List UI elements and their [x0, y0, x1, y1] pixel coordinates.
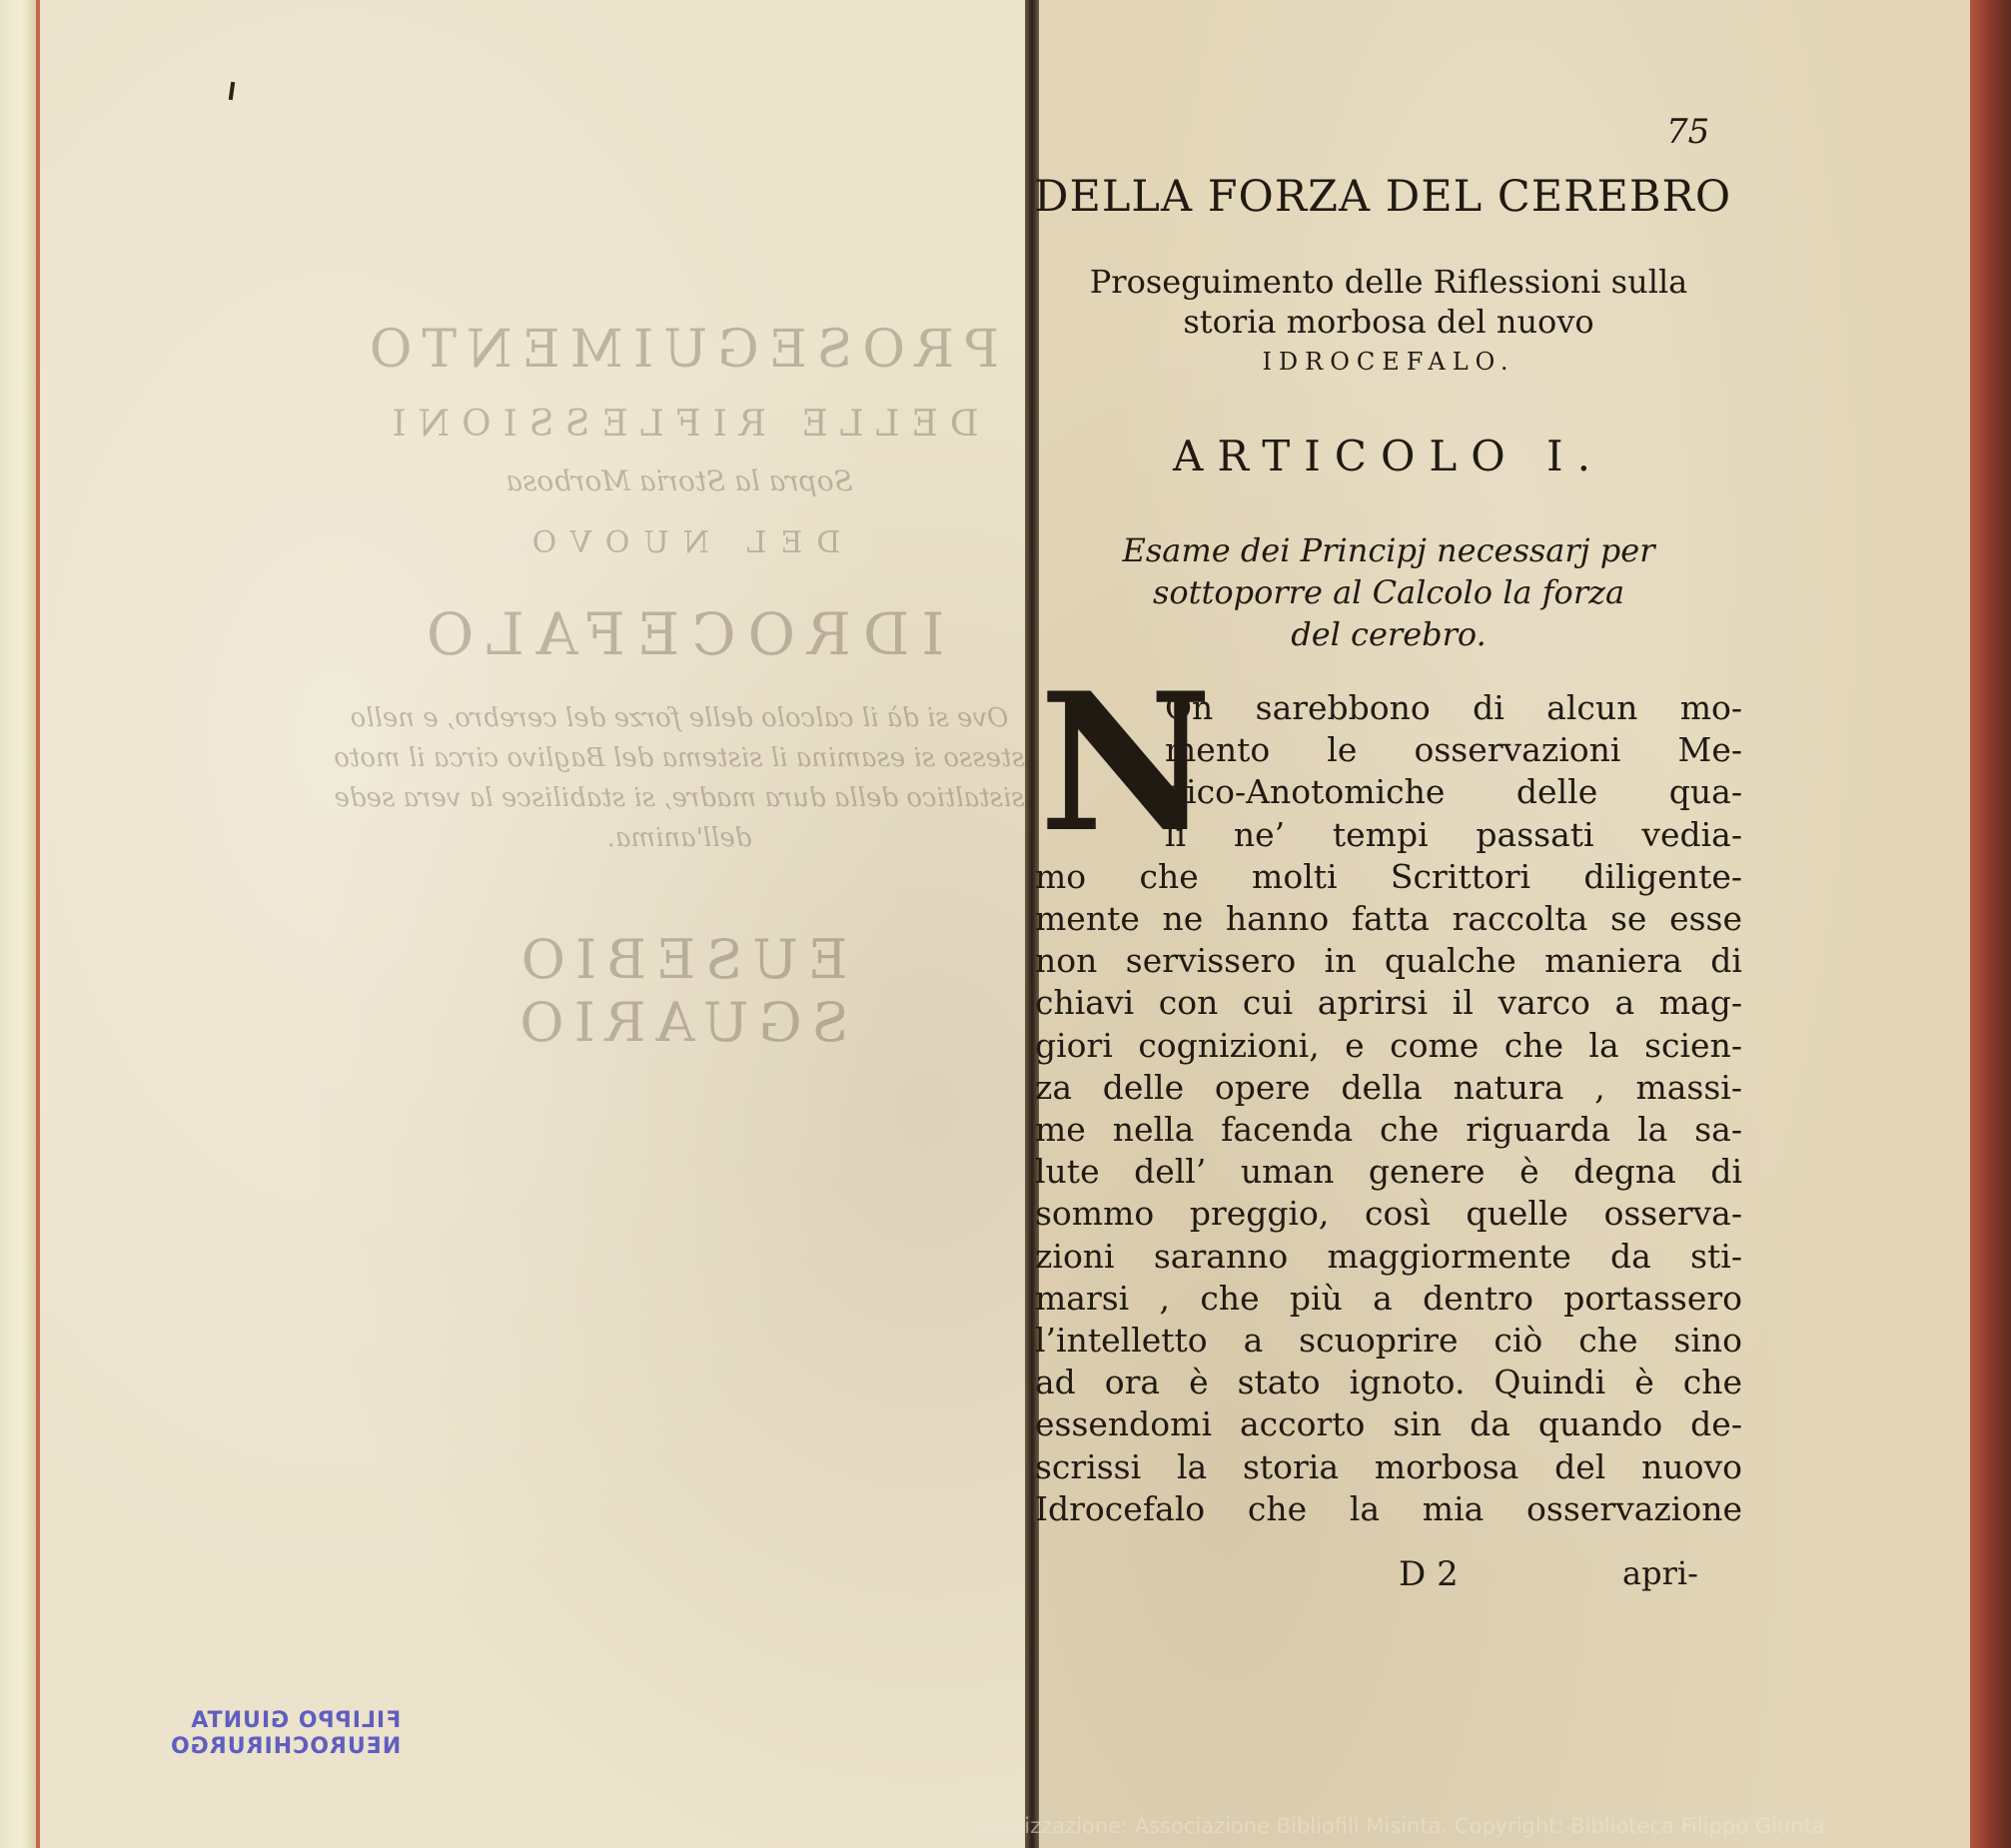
bleed-line: PROSEGUIMENTO: [359, 320, 1000, 380]
body-line: scrissi la storia morbosa del nuovo: [1035, 1446, 1742, 1486]
summary-line: del cerebro.: [1291, 615, 1487, 653]
body-line: mento le osservazioni Me-: [1165, 730, 1742, 770]
article-summary: [1059, 529, 1718, 655]
body-line: l’intelletto a scuoprire ciò che sino: [1035, 1321, 1742, 1361]
body-line: essendomi accorto sin da quando de-: [1035, 1404, 1742, 1444]
library-stamp: [170, 1708, 401, 1760]
bleed-line: DELLE RIFLESSIONI: [380, 404, 979, 445]
article-title: ARTICOLO I.: [1172, 432, 1604, 480]
body-line: giori cognizioni, e come che la scien-: [1035, 1025, 1742, 1065]
body-line: za delle opere della natura , massi-: [1035, 1067, 1742, 1107]
signature-mark: D 2: [1399, 1554, 1459, 1594]
body-line: ad ora è stato ignoto. Quindi è che: [1035, 1363, 1742, 1402]
body-line: sommo preggio, così quelle osserva-: [1035, 1194, 1742, 1234]
body-line: lute dell’ uman genere è degna di: [1035, 1152, 1742, 1192]
summary-line: Esame dei Principj necessarj per: [1122, 531, 1655, 569]
body-line: On sarebbono di alcun mo-: [1165, 688, 1742, 727]
left-page: [36, 0, 1025, 1848]
subtitle-line: storia morbosa del nuovo: [1183, 303, 1594, 341]
body-line: non servissero in qualche maniera di: [1035, 941, 1742, 981]
subtitle-line: Proseguimento delle Riflessioni sulla: [1089, 263, 1688, 301]
summary-line: sottoporre al Calcolo la forza: [1152, 573, 1625, 611]
page-heading: DELLA FORZA DEL CEREBRO: [1034, 172, 1732, 222]
subtitle-line: IDROCEFALO.: [1262, 348, 1515, 376]
body-line: mo che molti Scrittori diligente-: [1035, 856, 1742, 896]
body-line: mente ne hanno fatta raccolta se esse: [1035, 899, 1742, 939]
subtitle: [1039, 262, 1738, 382]
bleed-through-text: [330, 320, 1029, 1054]
body-line: li ne’ tempi passati vedia-: [1165, 814, 1742, 854]
cover-edge-left: [0, 0, 36, 1848]
page-number: 75: [1666, 112, 1710, 152]
body-line: me nella facenda che riguarda la sa-: [1035, 1110, 1742, 1150]
body-line: dico-Anotomiche delle qua-: [1165, 772, 1742, 812]
credit-watermark: Realizzazione: Associazione Bibliofili Misinta. Copyright: Biblioteca Filippo Giunta: [979, 1814, 1825, 1838]
drop-cap: N: [1039, 651, 1213, 874]
bleed-line: Ove si dà il calcolo delle forze del cerebro, e nello stesso si esamina il sistema del Baglivo circa il moto sistaltico della dura madre, si stabilisce la vera sede dell'anima.: [334, 703, 1025, 853]
catchword: apri-: [1622, 1554, 1698, 1592]
body-line: marsi , che più a dentro portassero: [1035, 1278, 1742, 1318]
page-edge-right: [1970, 0, 2011, 1848]
bleed-line: EUSEBIO SGUARIO: [509, 928, 849, 1054]
body-line: zioni saranno maggiormente da sti-: [1035, 1236, 1742, 1276]
bleed-line: Sopra la Storia Morbosa: [505, 464, 853, 497]
ink-mark: [229, 82, 235, 100]
body-line: chiavi con cui aprirsi il varco a mag-: [1035, 983, 1742, 1023]
bleed-line: DEL NUOVO: [517, 525, 841, 560]
bleed-line: IDROCEFALO: [414, 600, 945, 668]
stamp-line: NEUROCHIRURGO: [170, 1734, 402, 1759]
stamp-line: FILIPPO GIUNTA: [190, 1708, 402, 1733]
body-line: Idrocefalo che la mia osservazione: [1035, 1488, 1742, 1528]
body-text: [1035, 687, 1742, 1530]
